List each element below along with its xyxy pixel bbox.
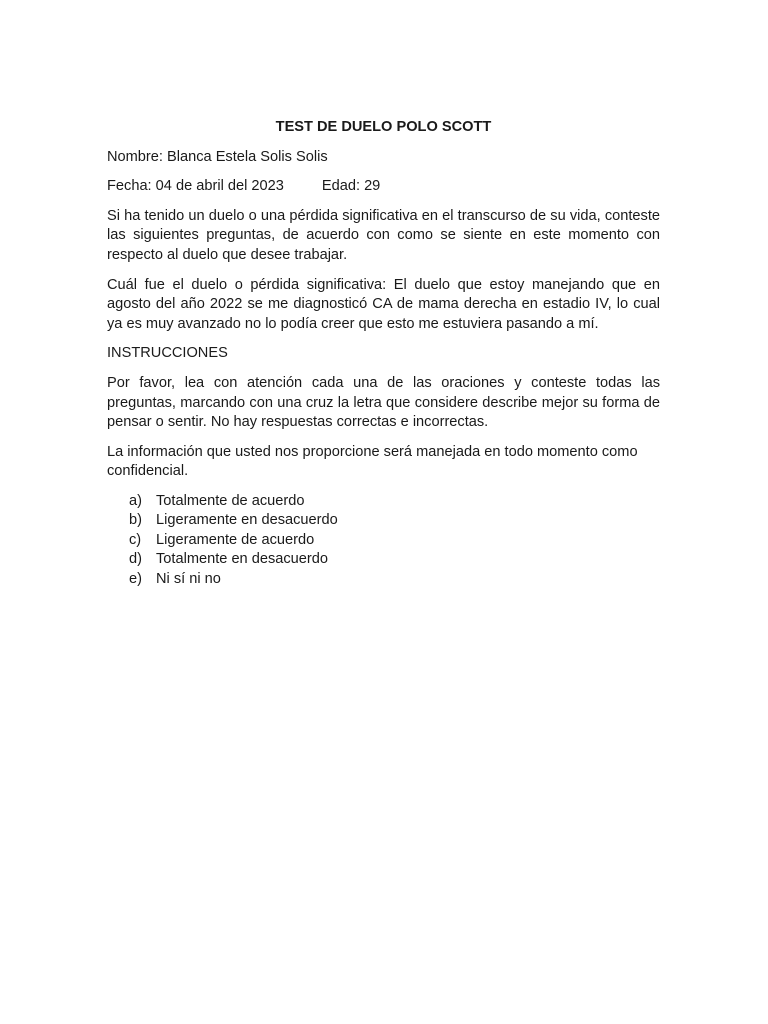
option-item	[107, 511, 660, 531]
option-letter: d)	[129, 551, 142, 568]
option-letter: e)	[129, 570, 142, 587]
document-page	[107, 118, 660, 589]
instructions-paragraph: Por favor, lea con atención cada una de las oraciones y conteste todas las preguntas, marcando con una cruz la letra que considere describe mejor su forma de pensar o sentir. No hay respuestas correctas e incorrectas.	[107, 374, 660, 431]
option-item	[107, 531, 660, 551]
option-item	[107, 550, 660, 570]
document-title: TEST DE DUELO POLO SCOTT	[275, 119, 492, 135]
answer-options-list	[107, 492, 660, 590]
option-text: Ligeramente en desacuerdo	[156, 512, 338, 529]
date-age-row	[107, 177, 660, 197]
option-text: Totalmente en desacuerdo	[156, 551, 328, 568]
option-text: Ni sí ni no	[156, 570, 221, 587]
loss-paragraph: Cuál fue el duelo o pérdida significativa: El duelo que estoy manejando que en agosto del año 2022 se me diagnosticó CA de mama derecha en estadio IV, lo cual ya es muy avanzado no lo podía creer que esto me estuviera pasando a mí.	[107, 276, 660, 332]
instructions-heading: INSTRUCCIONES	[107, 345, 228, 362]
option-letter: c)	[129, 531, 142, 548]
date-field: Fecha: 04 de abril del 2023	[107, 178, 284, 195]
confidential-paragraph: La información que usted nos proporcione será manejada en todo momento como confidencial.	[107, 443, 638, 480]
age-field: Edad: 29	[321, 178, 381, 195]
option-letter: b)	[129, 512, 142, 529]
name-line: Nombre: Blanca Estela Solis Solis	[107, 148, 328, 165]
option-text: Totalmente de acuerdo	[156, 492, 305, 509]
option-item	[107, 492, 660, 512]
option-item	[107, 570, 660, 590]
option-text: Ligeramente de acuerdo	[156, 531, 315, 548]
intro-paragraph: Si ha tenido un duelo o una pérdida significativa en el transcurso de su vida, conteste las siguientes preguntas, de acuerdo con como se siente en este momento con respecto al duelo que desee trabajar.	[107, 207, 660, 263]
option-letter: a)	[129, 492, 142, 509]
